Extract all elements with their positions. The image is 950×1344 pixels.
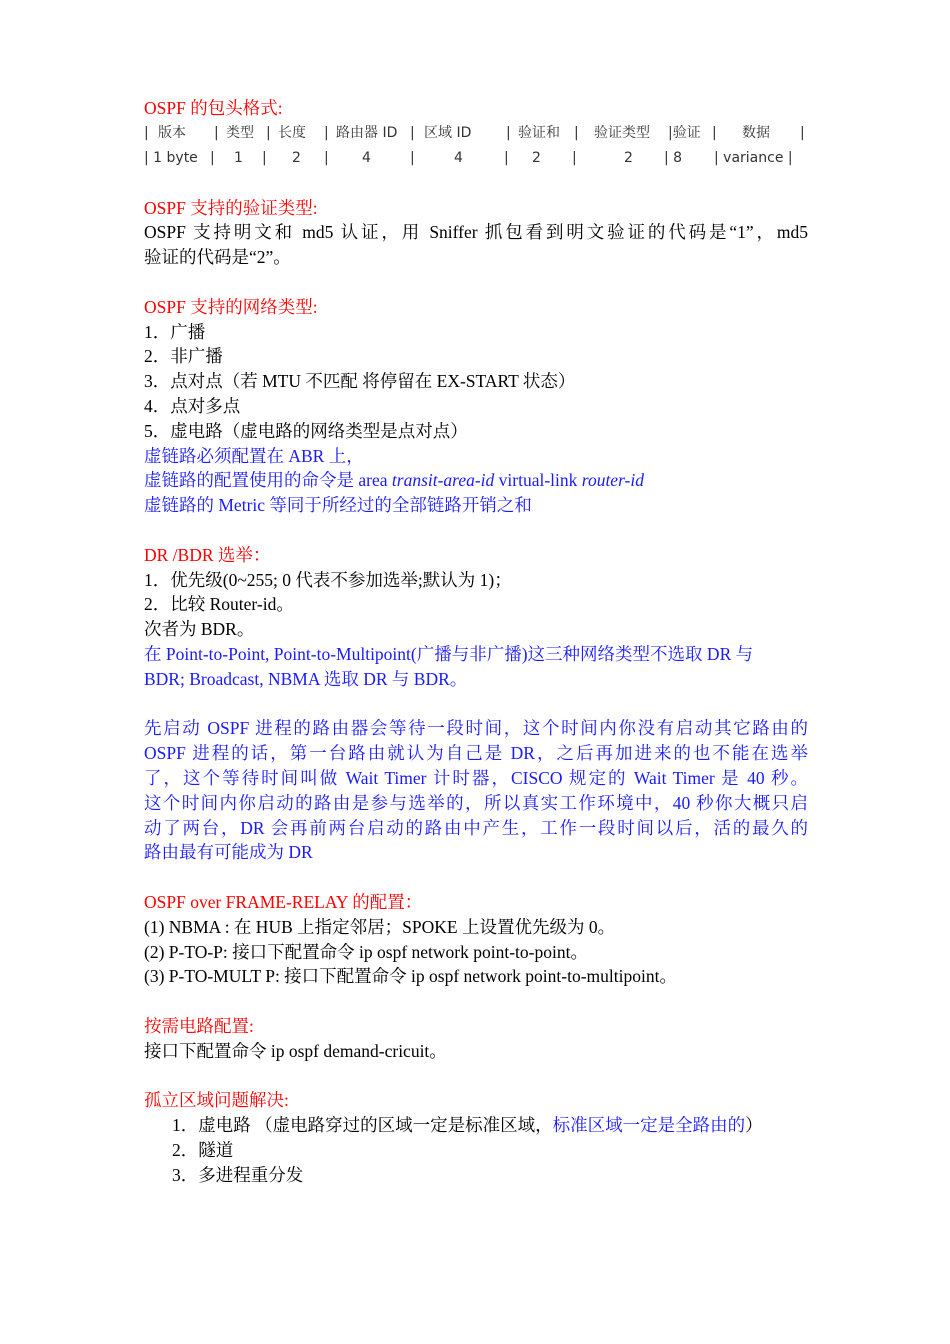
document-page [144, 96, 808, 1187]
table-cell: | [262, 149, 267, 166]
table-cell: 4 [454, 149, 463, 166]
table-cell: 版本 [158, 124, 186, 141]
table-cell: 验证和 [518, 124, 560, 141]
dr-note-line: 在 Point-to-Point, Point-to-Multipoint(广播与非广播)这三种网络类型不选取 DR 与 [144, 643, 754, 664]
table-cell: | [214, 124, 219, 141]
table-cell: |验证 [668, 124, 701, 141]
section-title-dr-bdr: DR /BDR 选举： [144, 544, 271, 565]
spacer [144, 270, 808, 295]
section-title-isolated: 孤立区域问题解决: [144, 1090, 289, 1111]
table-cell: | [410, 149, 415, 166]
table-cell: 2 [624, 149, 633, 166]
table-cell: | 8 [664, 149, 683, 166]
section-title-frame-relay: OSPF over FRAME-RELAY 的配置： [144, 891, 423, 912]
text: ） [745, 1115, 763, 1136]
table-cell: | [410, 124, 415, 141]
param-transit-area: transit-area-id [391, 470, 495, 491]
spacer [144, 989, 808, 1014]
list-item: (2) P-TO-P: 接口下配置命令 ip ospf network point-to-point。 [144, 941, 588, 962]
table-cell: 1 [234, 149, 243, 166]
wait-timer-line: 路由最有可能成为 DR [144, 842, 313, 863]
list-item: 3．点对点（若 MTU 不匹配 将停留在 EX-START 状态） [144, 371, 576, 392]
table-cell: 数据 [742, 124, 770, 141]
list-item: 次者为 BDR。 [144, 619, 255, 640]
table-cell: | [800, 124, 805, 141]
table-cell: | [144, 124, 149, 141]
table-cell: 长度 [278, 124, 306, 141]
virtual-link-note: 虚链路必须配置在 ABR 上， [144, 445, 364, 466]
table-cell: | [574, 124, 579, 141]
list-item: 2．非广播 [144, 346, 223, 367]
dr-note-line: BDR; Broadcast, NBMA 选取 DR 与 BDR。 [144, 668, 468, 689]
wait-timer-line: 先启动 OSPF 进程的路由器会等待一段时间，这个时间内你没有启动其它路由的 [144, 718, 808, 739]
table-cell: | 1 byte [144, 149, 198, 166]
table-cell: | [572, 149, 577, 166]
spacer [144, 518, 808, 543]
section-title-network-types: OSPF 支持的网络类型: [144, 296, 318, 317]
header-format-row-sizes [144, 146, 808, 171]
table-cell: | [712, 124, 717, 141]
list-item: 1．优先级(0~255; 0 代表不参加选举;默认为 1)； [144, 569, 512, 590]
list-item: 2．比较 Router-id。 [144, 594, 294, 615]
text-highlight: 标准区域一定是全路由的 [552, 1115, 746, 1136]
spacer [144, 692, 808, 717]
section-title-demand: 按需电路配置: [144, 1015, 254, 1036]
table-cell: 验证类型 [594, 124, 650, 141]
list-item: 2．隧道 [172, 1139, 234, 1160]
virtual-link-command [144, 468, 808, 493]
virtual-link-metric: 虚链路的 Metric 等同于所经过的全部链路开销之和 [144, 495, 532, 516]
table-cell: | [266, 124, 271, 141]
demand-text: 接口下配置命令 ip ospf demand-cricuit。 [144, 1040, 447, 1061]
table-cell: 2 [532, 149, 541, 166]
table-cell: 2 [292, 149, 301, 166]
spacer [144, 171, 808, 196]
table-cell: | [506, 124, 511, 141]
table-cell: | [324, 149, 329, 166]
section-title-header-format: OSPF 的包头格式: [144, 98, 283, 118]
table-cell: 区域 ID [424, 124, 472, 141]
list-item: 3．多进程重分发 [172, 1164, 304, 1185]
wait-timer-line: OSPF 进程的话，第一台路由就认为自己是 DR，之后再加进来的也不能在选举 [144, 743, 808, 764]
spacer [144, 865, 808, 890]
list-item [144, 1113, 808, 1138]
auth-text-line: OSPF 支持明文和 md5 认证，用 Sniffer 抓包看到明文验证的代码是“1”，md5 [144, 222, 808, 243]
table-cell: 路由器 ID [336, 124, 398, 141]
list-item: (1) NBMA : 在 HUB 上指定邻居；SPOKE 上设置优先级为 0。 [144, 916, 616, 937]
table-cell: | variance | [714, 149, 793, 166]
list-item: 1．广播 [144, 321, 206, 342]
text: 1．虚电路 （虚电路穿过的区域一定是标准区域， [172, 1115, 553, 1136]
table-cell: | [324, 124, 329, 141]
header-format-row-fields [144, 121, 808, 146]
param-router-id: router-id [581, 470, 644, 491]
text: 虚链路的配置使用的命令是 area [144, 470, 392, 491]
spacer [144, 1063, 808, 1088]
table-cell: 4 [362, 149, 371, 166]
table-cell: | [210, 149, 215, 166]
wait-timer-line: 了，这个等待时间叫做 Wait Timer 计时器，CISCO 规定的 Wait Timer 是 40 秒。 [144, 767, 808, 788]
table-cell: 类型 [226, 124, 254, 141]
table-cell: | [504, 149, 509, 166]
wait-timer-line: 动了两台，DR 会再前两台启动的路由中产生，工作一段时间以后，活的最久的 [144, 817, 808, 838]
list-item: 4．点对多点 [144, 395, 241, 416]
list-item: (3) P-TO-MULT P: 接口下配置命令 ip ospf network point-to-multipoint。 [144, 966, 677, 987]
wait-timer-line: 这个时间内你启动的路由是参与选举的，所以真实工作环境中，40 秒你大概只启 [144, 792, 808, 813]
text: virtual-link [494, 470, 582, 491]
section-title-auth: OSPF 支持的验证类型: [144, 197, 318, 218]
list-item: 5．虚电路（虚电路的网络类型是点对点） [144, 420, 468, 441]
auth-text-line: 验证的代码是“2”。 [144, 247, 291, 268]
